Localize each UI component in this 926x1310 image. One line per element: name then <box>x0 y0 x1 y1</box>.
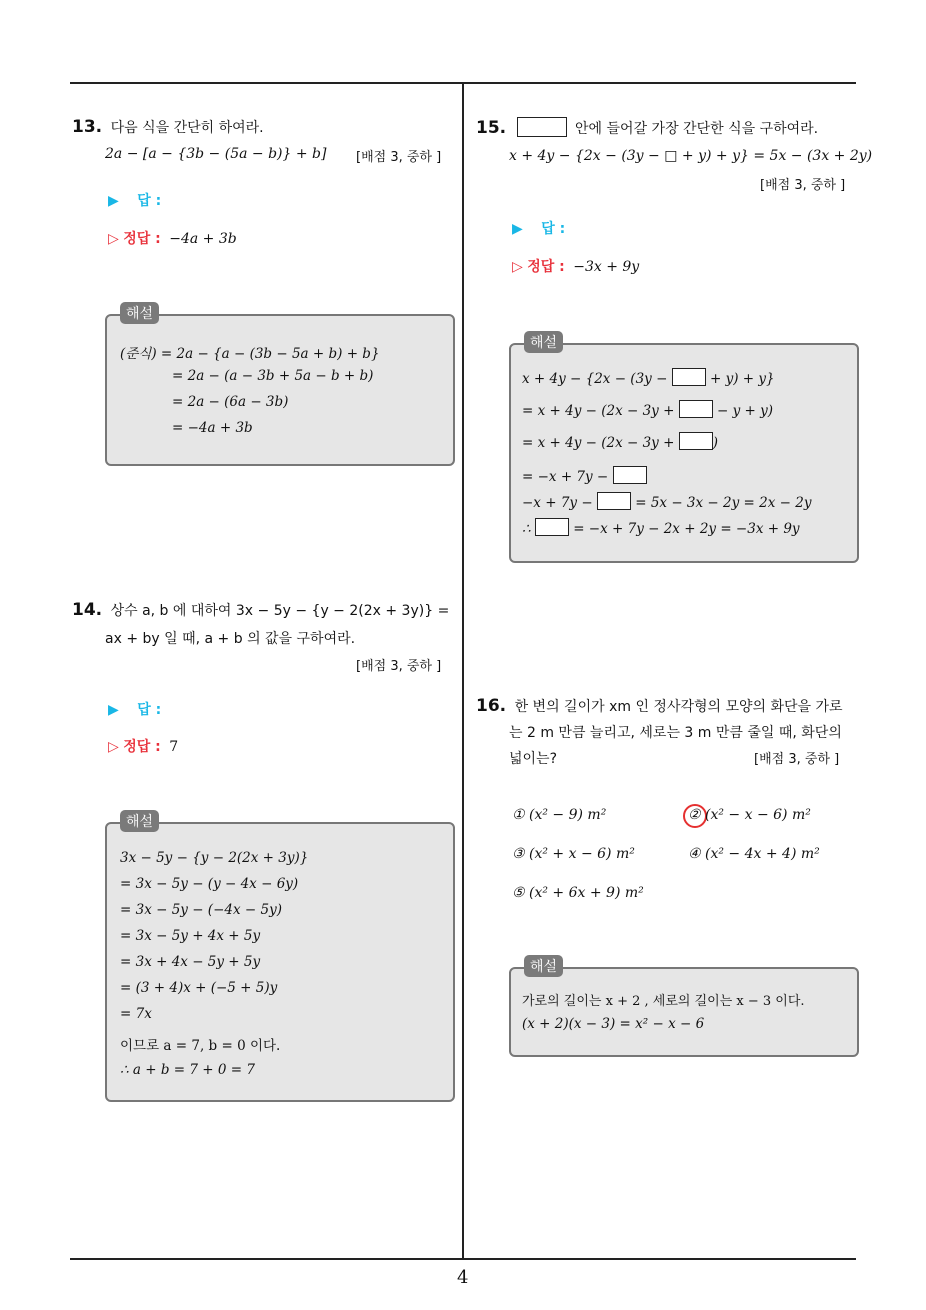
correct-label: 정답 : <box>123 231 161 247</box>
solution-line: = 7x <box>120 1006 152 1022</box>
question-prompt: 안에 들어갈 가장 간단한 식을 구하여라. <box>575 121 819 137</box>
answer-row[interactable] <box>512 218 565 238</box>
correct-label: 정답 : <box>123 739 161 755</box>
question-number: 13. <box>72 117 103 137</box>
question-number: 16. <box>476 696 507 716</box>
solution-tag: 해설 <box>120 302 159 324</box>
solution-line: ∴ a + b = 7 + 0 = 7 <box>120 1062 255 1078</box>
correct-answer-row <box>108 228 237 248</box>
correct-answer-value: −3x + 9y <box>573 259 640 275</box>
play-arrow-icon: ▶ <box>512 221 523 237</box>
choice-3[interactable]: ③ (x² + x − 6) m² <box>512 846 635 862</box>
answer-label: 답 : <box>541 221 566 237</box>
correct-answer-row <box>108 736 178 756</box>
bottom-rule <box>70 1258 856 1260</box>
solution-line: = 2a − (6a − 3b) <box>172 394 289 410</box>
question-line: 넓이는? <box>509 751 558 767</box>
outline-arrow-icon: ▷ <box>108 739 119 755</box>
solution-line: 가로의 길이는 x + 2 , 세로의 길이는 x − 3 이다. <box>522 994 805 1009</box>
answer-label: 답 : <box>137 193 162 209</box>
blank-box <box>517 117 567 137</box>
solution-line: = 3x − 5y − (−4x − 5y) <box>120 902 282 918</box>
question-line: 는 2 m 만큼 늘리고, 세로는 3 m 만큼 줄일 때, 화단의 <box>509 725 842 741</box>
solution-line: 이므로 a = 7, b = 0 이다. <box>120 1038 281 1054</box>
score-meta: [배점 3, 중하 ] <box>356 659 442 674</box>
solution-tag: 해설 <box>524 331 563 353</box>
question-line: 상수 a, b 에 대하여 3x − 5y − {y − 2(2x + 3y)} = <box>110 603 450 619</box>
blank-box <box>672 368 706 386</box>
score-meta: [배점 3, 중하 ] <box>356 150 442 165</box>
solution-line: = x + 4y − (2x − 3y + ) <box>522 432 718 451</box>
solution-line: (준식) = 2a − {a − (3b − 5a + b) + b} <box>120 346 380 362</box>
solution-line: = 3x − 5y − (y − 4x − 6y) <box>120 876 299 892</box>
solution-line: = x + 4y − (2x − 3y + − y + y) <box>522 400 773 419</box>
solution-line: x + 4y − {2x − (3y − + y) + y} <box>522 368 775 387</box>
score-meta: [배점 3, 중하 ] <box>754 752 840 767</box>
correct-answer-row <box>512 256 639 276</box>
solution-tag: 해설 <box>524 955 563 977</box>
choice-2[interactable]: ② (x² − x − 6) m² <box>688 807 811 823</box>
solution-line: = −4a + 3b <box>172 420 253 436</box>
correct-answer-value: −4a + 3b <box>169 231 237 247</box>
question-line: ax + by 일 때, a + b 의 값을 구하여라. <box>105 631 356 647</box>
score-meta: [배점 3, 중하 ] <box>760 178 846 193</box>
solution-line: = 3x − 5y + 4x + 5y <box>120 928 261 944</box>
correct-label: 정답 : <box>527 259 565 275</box>
choice-5[interactable]: ⑤ (x² + 6x + 9) m² <box>512 885 644 901</box>
solution-line: (x + 2)(x − 3) = x² − x − 6 <box>522 1016 705 1032</box>
solution-tag: 해설 <box>120 810 159 832</box>
choice-1[interactable]: ① (x² − 9) m² <box>512 807 607 823</box>
page-number: 4 <box>457 1267 469 1288</box>
solution-line: = −x + 7y − <box>522 466 647 485</box>
choice-4[interactable]: ④ (x² − 4x + 4) m² <box>688 846 820 862</box>
play-arrow-icon: ▶ <box>108 193 119 209</box>
outline-arrow-icon: ▷ <box>108 231 119 247</box>
solution-box <box>509 967 859 1057</box>
question-number: 15. <box>476 118 507 138</box>
blank-box <box>679 400 713 418</box>
blank-box <box>535 518 569 536</box>
question-expression: x + 4y − {2x − (3y − □ + y) + y} = 5x − (3x + 2y) <box>509 148 873 164</box>
blank-box <box>597 492 631 510</box>
question-prompt: 다음 식을 간단히 하여라. <box>110 120 264 136</box>
answer-row[interactable] <box>108 190 161 210</box>
solution-line: ∴ = −x + 7y − 2x + 2y = −3x + 9y <box>522 518 800 537</box>
correct-answer-value: 7 <box>169 739 179 755</box>
question-line: 한 변의 길이가 xm 인 정사각형의 모양의 화단을 가로 <box>514 699 843 715</box>
blank-box <box>613 466 647 484</box>
answer-row[interactable] <box>108 699 161 719</box>
outline-arrow-icon: ▷ <box>512 259 523 275</box>
solution-line: = 2a − (a − 3b + 5a − b + b) <box>172 368 374 384</box>
solution-line: −x + 7y − = 5x − 3x − 2y = 2x − 2y <box>522 492 811 511</box>
play-arrow-icon: ▶ <box>108 702 119 718</box>
solution-box <box>105 314 455 466</box>
blank-box <box>679 432 713 450</box>
question-number: 14. <box>72 600 103 620</box>
solution-line: = 3x + 4x − 5y + 5y <box>120 954 261 970</box>
answer-label: 답 : <box>137 702 162 718</box>
column-divider <box>462 83 464 1259</box>
solution-line: 3x − 5y − {y − 2(2x + 3y)} <box>120 850 309 866</box>
solution-line: = (3 + 4)x + (−5 + 5)y <box>120 980 278 996</box>
question-expression: 2a − [a − {3b − (5a − b)} + b] <box>105 146 327 162</box>
